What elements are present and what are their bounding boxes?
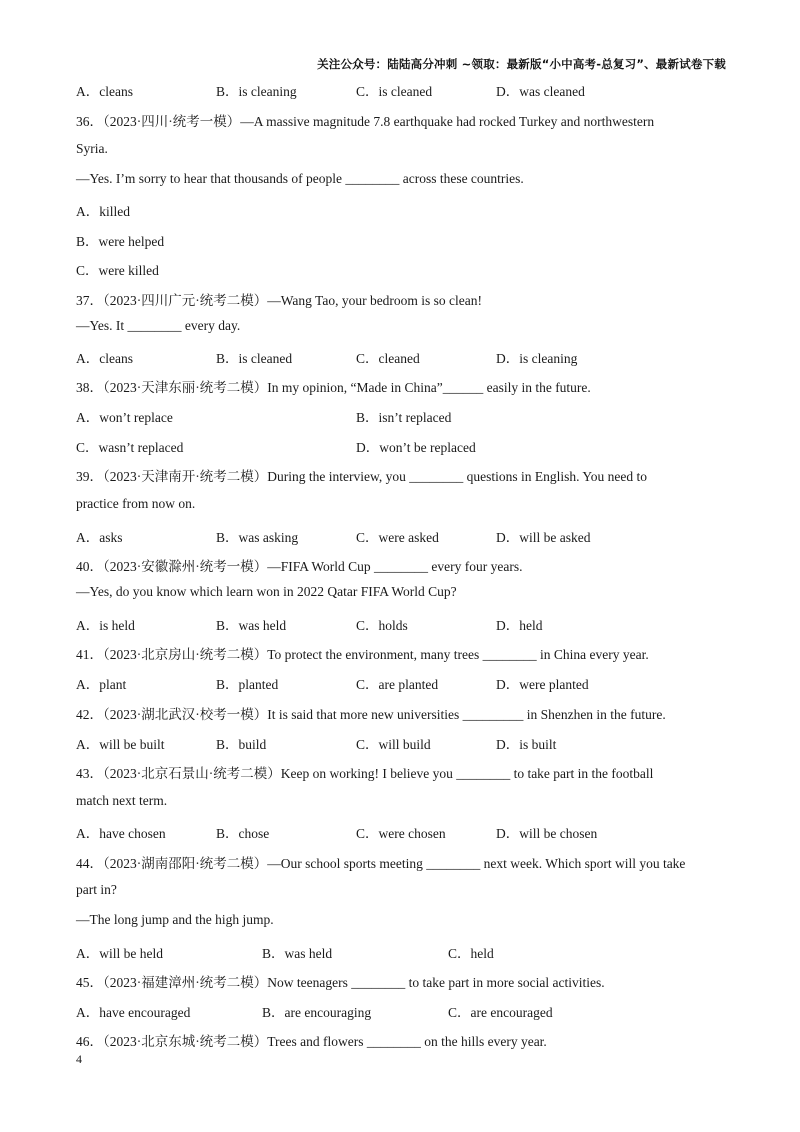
option-42-c[interactable]: C．will build [356,737,431,752]
question-40-text: 40．（2023·安徽滁州·统考一模）—FIFA World Cup ________ every four years. [76,559,523,574]
option-44-c[interactable]: C．held [448,946,494,961]
option-42-b[interactable]: B．build [216,737,267,752]
option-38-a[interactable]: A．won’t replace [76,410,173,425]
option-40-c[interactable]: C．holds [356,618,408,633]
option-36-b[interactable]: B．were helped [76,234,165,249]
option-42-d[interactable]: D．is built [496,737,557,752]
question-37-reply: —Yes. It ________ every day. [76,318,241,333]
option-44-b[interactable]: B．was held [262,946,333,961]
option-43-d[interactable]: D．will be chosen [496,826,598,841]
question-43-text: 43．（2023·北京石景山·统考二模）Keep on working! I believe you ________ to take part in the football [76,766,654,781]
page-header: 关注公众号：陆陆高分冲刺 ~领取：最新版“小中高考-总复习”、最新试卷下载 [317,57,726,71]
question-39-text: 39．（2023·天津南开·统考二模）During the interview, you ________ questions in English. You need to [76,469,647,484]
option-36-c[interactable]: C．were killed [76,263,159,278]
option-39-d[interactable]: D．will be asked [496,530,591,545]
option-35-a[interactable]: A．cleans [76,84,133,99]
option-43-c[interactable]: C．were chosen [356,826,446,841]
option-40-b[interactable]: B．was held [216,618,287,633]
question-36-reply: —Yes. I’m sorry to hear that thousands of people ________ across these countries. [76,171,524,186]
question-36-text: 36．（2023·四川·统考一模）—A massive magnitude 7.8 earthquake had rocked Turkey and northwestern [76,114,655,129]
option-44-a[interactable]: A．will be held [76,946,163,961]
option-45-b[interactable]: B．are encouraging [262,1005,372,1020]
question-38-text: 38．（2023·天津东丽·统考二模）In my opinion, “Made in China”______ easily in the future. [76,380,591,395]
question-43-text-cont: match next term. [76,793,168,808]
option-41-c[interactable]: C．are planted [356,677,439,692]
option-45-a[interactable]: A．have encouraged [76,1005,191,1020]
option-43-b[interactable]: B．chose [216,826,270,841]
option-38-d[interactable]: D．won’t be replaced [356,440,476,455]
option-35-c[interactable]: C．is cleaned [356,84,433,99]
option-45-c[interactable]: C．are encouraged [448,1005,553,1020]
option-37-b[interactable]: B．is cleaned [216,351,293,366]
option-35-d[interactable]: D．was cleaned [496,84,585,99]
option-37-d[interactable]: D．is cleaning [496,351,578,366]
option-35-b[interactable]: B．is cleaning [216,84,297,99]
question-44-reply: —The long jump and the high jump. [76,912,274,927]
page-number: 4 [76,1052,82,1066]
question-36-text-cont: Syria. [76,141,108,156]
option-36-a[interactable]: A．killed [76,204,130,219]
option-42-a[interactable]: A．will be built [76,737,165,752]
option-39-c[interactable]: C．were asked [356,530,439,545]
option-39-b[interactable]: B．was asking [216,530,299,545]
question-41-text: 41．（2023·北京房山·统考二模）To protect the environment, many trees ________ in China every year. [76,647,649,662]
question-37-text: 37．（2023·四川广元·统考二模）—Wang Tao, your bedroom is so clean! [76,293,483,308]
question-42-text: 42．（2023·湖北武汉·校考一模）It is said that more new universities _________ in Shenzhen in the future. [76,707,666,722]
option-40-a[interactable]: A．is held [76,618,135,633]
option-38-b[interactable]: B．isn’t replaced [356,410,452,425]
option-39-a[interactable]: A．asks [76,530,123,545]
option-43-a[interactable]: A．have chosen [76,826,166,841]
option-38-c[interactable]: C．wasn’t replaced [76,440,184,455]
option-37-a[interactable]: A．cleans [76,351,133,366]
question-39-text-cont: practice from now on. [76,496,196,511]
question-46-text: 46．（2023·北京东城·统考二模）Trees and flowers ________ on the hills every year. [76,1034,547,1049]
option-40-d[interactable]: D．held [496,618,543,633]
question-40-reply: —Yes, do you know which learn won in 2022 Qatar FIFA World Cup? [76,584,457,599]
question-44-text: 44．（2023·湖南邵阳·统考二模）—Our school sports meeting ________ next week. Which sport will you take [76,856,686,871]
option-37-c[interactable]: C．cleaned [356,351,420,366]
question-45-text: 45．（2023·福建漳州·统考二模）Now teenagers ________ to take part in more social activities. [76,975,605,990]
question-44-text-cont: part in? [76,882,117,897]
option-41-a[interactable]: A．plant [76,677,127,692]
option-41-b[interactable]: B．planted [216,677,279,692]
option-41-d[interactable]: D．were planted [496,677,589,692]
